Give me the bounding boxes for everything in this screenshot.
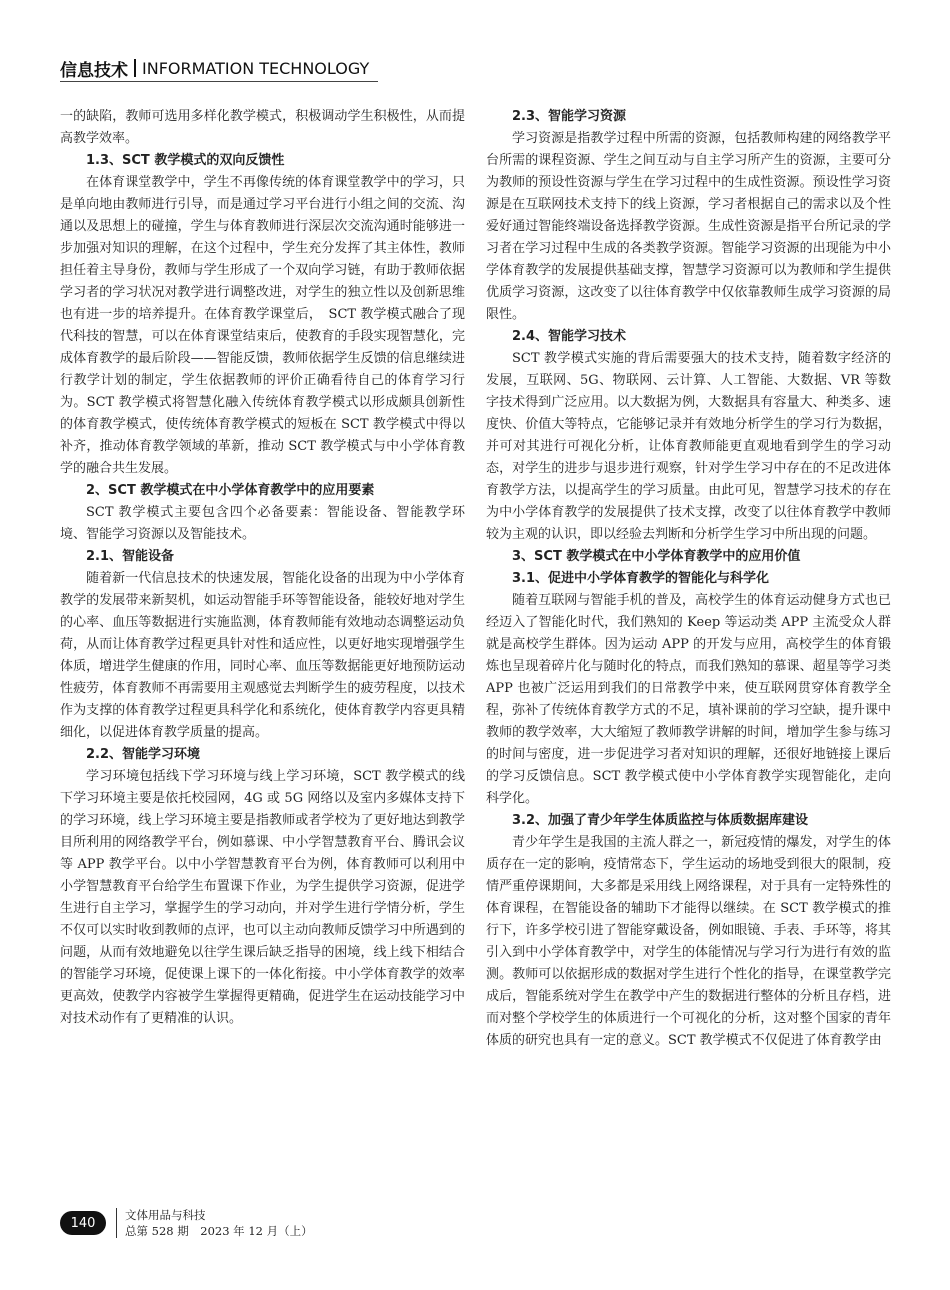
header-separator [134,59,136,77]
heading-3: 3、SCT 教学模式在中小学体育教学中的应用价值 [512,549,801,564]
header-rule [60,81,378,82]
paragraph: 随着新一代信息技术的快速发展，智能化设备的出现为中小学体育教学的发展带来新契机，如运动智能手环等智能设备，能较好地对学生的心率、血压等数据进行实施监测，体育教师能有效地动态调整运动负荷，从而让体育教学过程更具针对性和适应性，以更好地实现增强学生体质，增进学生健康的作用，同时心率、血压等数据能更好地预防运动性疲劳，体育教师不再需要用主观感觉去判断学生的疲劳程度，以技术作为支撑的体育教学过程更具科学化和系统化，使体育教学内容更具精细化，以促进体育教学质量的提高。 [60,571,465,740]
journal-info [125,1207,313,1239]
heading-3-1: 3.1、促进中小学体育教学的智能化与科学化 [512,571,770,586]
issue-info: 总第 528 期 2023 年 12 月（上） [125,1224,313,1238]
running-header [60,56,380,80]
footer-separator [116,1208,117,1238]
heading-2-2: 2.2、智能学习环境 [86,747,201,762]
heading-1-3: 1.3、SCT 教学模式的双向反馈性 [86,153,285,168]
paragraph: 一的缺陷，教师可选用多样化教学模式，积极调动学生积极性，从而提高教学效率。 [60,109,465,146]
heading-3-2: 3.2、加强了青少年学生体质监控与体质数据库建设 [512,813,809,828]
paragraph: 青少年学生是我国的主流人群之一，新冠疫情的爆发，对学生的体质存在一定的影响，疫情常态下，学生运动的场地受到很大的限制，疫情严重停课期间，大多都是采用线上网络课程，对于具有一定特殊性的体育课程，在智能设备的辅助下才能得以继续。在 SCT 教学模式的推行下，许多学校引进了智能穿戴设备，例如眼镜、手表、手环等，将其引入到中小学体育教学中，对学生的体能情况与学习行为进行有效的监测。教师可以依据形成的数据对学生进行个性化的指导，在课堂教学完成后，智能系统对学生在教学中产生的数据进行整体的分析且存档，进而对整个学校学生的体质进行一个可视化的分析，这对整个国家的青年体质的研究也具有一定的意义。SCT 教学模式不仅促进了体育教学由 [486,835,891,1048]
heading-2: 2、SCT 教学模式在中小学体育教学中的应用要素 [86,483,375,498]
page-number: 140 [60,1211,106,1235]
paragraph: 学习资源是指教学过程中所需的资源，包括教师构建的网络教学平台所需的课程资源、学生之间互动与自主学习所产生的资源，主要可分为教师的预设性资源与学生在学习过程中的生成性资源。预设性学习资源是在互联网技术支持下的线上资源，学习者根据自己的需求以及个性爱好通过智能终端设备选择教学资源。生成性资源是指平台所记录的学习者在学习过程中生成的各类教学资源。智能学习资源的出现能为中小学体育教学的发展提供基础支撑，智慧学习资源可以为教师和学生提供优质学习资源，这改变了以往体育教学中仅依靠教师生成学习资源的局限性。 [486,131,891,322]
left-column [60,106,465,1030]
paragraph: 在体育课堂教学中，学生不再像传统的体育课堂教学中的学习，只是单向地由教师进行引导，而是通过学习平台进行小组之间的交流、沟通以及思想上的碰撞，学生与体育教师进行深层次交流沟通时能够进一步加强对知识的理解，在这个过程中，学生充分发挥了其主体性，教师担任着主导身份，教师与学生形成了一个双向学习链，有助于教师依据学习者的学习状况对教学进行调整改进，对学生的独立性以及创新思维也有进一步的培养提升。在体育教学课堂后， SCT 教学模式融合了现代科技的智慧，可以在体育课堂结束后，使教育的手段实现智慧化，完成体育教学的最后阶段——智能反馈，教师依据学生反馈的信息继续进行教学计划的制定，学生依据教师的评价正确看待自己的体育学习行为。SCT 教学模式将智慧化融入传统体育教学模式以形成颇具创新性的体育教学模式，使传统体育教学模式的短板在 SCT 教学模式中得以补齐，推动体育教学领域的革新，推动 SCT 教学模式与中小学体育教学的融合共生发展。 [60,175,465,476]
heading-2-4: 2.4、智能学习技术 [512,329,627,344]
section-title-cn: 信息技术 [60,60,128,81]
right-column [486,106,891,1052]
journal-name: 文体用品与科技 [125,1208,206,1222]
paragraph: SCT 教学模式实施的背后需要强大的技术支持，随着数字经济的发展，互联网、5G、物联网、云计算、人工智能、大数据、VR 等数字技术得到广泛应用。以大数据为例，大数据具有容量大、种类多、速度快、价值大等特点，它能够记录并有效地分析学生的学习行为数据，并可对其进行可视化分析，让体育教师能更直观地看到学生的学习动态，对学生的进步与退步进行观察，针对学生学习中存在的不足改进体育教学方法，以提高学生的学习质量。由此可见，智慧学习技术的存在为中小学体育教学的发展提供了技术支撑，改变了以往体育教学中教师较为主观的认识，即以经验去判断和分析学生学习中所出现的问题。 [486,351,891,542]
page-footer [60,1206,313,1240]
paragraph: 学习环境包括线下学习环境与线上学习环境，SCT 教学模式的线下学习环境主要是依托校园网，4G 或 5G 网络以及室内多媒体支持下的学习环境，线上学习环境主要是指教师或者学校为了更好地达到教学目所利用的网络教学平台，例如慕课、中小学智慧教育平台、腾讯会议等 APP 教学平台。以中小学智慧教育平台为例，体育教师可以利用中小学智慧教育平台给学生布置课下作业，为学生提供学习资源，促进学生进行自主学习，掌握学生的学习动向，并对学生进行学情分析，学生不仅可以实时收到教师的点评，也可以主动向教师反馈学习中所遇到的问题，从而有效地避免以往学生课后缺乏指导的困境，线上线下相结合的智能学习环境，促使课上课下的一体化衔接。中小学体育教学的效率更高效，使教学内容被学生掌握得更精确，促进学生在运动技能学习中对技术动作有了更精准的认识。 [60,769,465,1026]
paragraph: SCT 教学模式主要包含四个必备要素：智能设备、智能教学环境、智能学习资源以及智能技术。 [60,505,465,542]
heading-2-1: 2.1、智能设备 [86,549,175,564]
section-title-en: INFORMATION TECHNOLOGY [142,58,370,78]
heading-2-3: 2.3、智能学习资源 [512,109,627,124]
paragraph: 随着互联网与智能手机的普及，高校学生的体育运动健身方式也已经迈入了智能化时代，我们熟知的 Keep 等运动类 APP 主流受众人群就是高校学生群体。因为运动 APP 的开发与应用，高校学生的体育锻炼也呈现着碎片化与随时化的特点，而我们熟知的慕课、超星等学习类APP 也被广泛运用到我们的日常教学中来，使互联网贯穿体育教学全程，弥补了传统体育教学方式的不足，填补课前的学习空缺，提升课中教师的教学效率，大大缩短了教师教学讲解的时间，增加学生参与练习的时间与密度，进一步促进学习者对知识的理解，还很好地链接上课后的学习反馈信息。SCT 教学模式使中小学体育教学实现智能化，走向科学化。 [486,593,891,806]
